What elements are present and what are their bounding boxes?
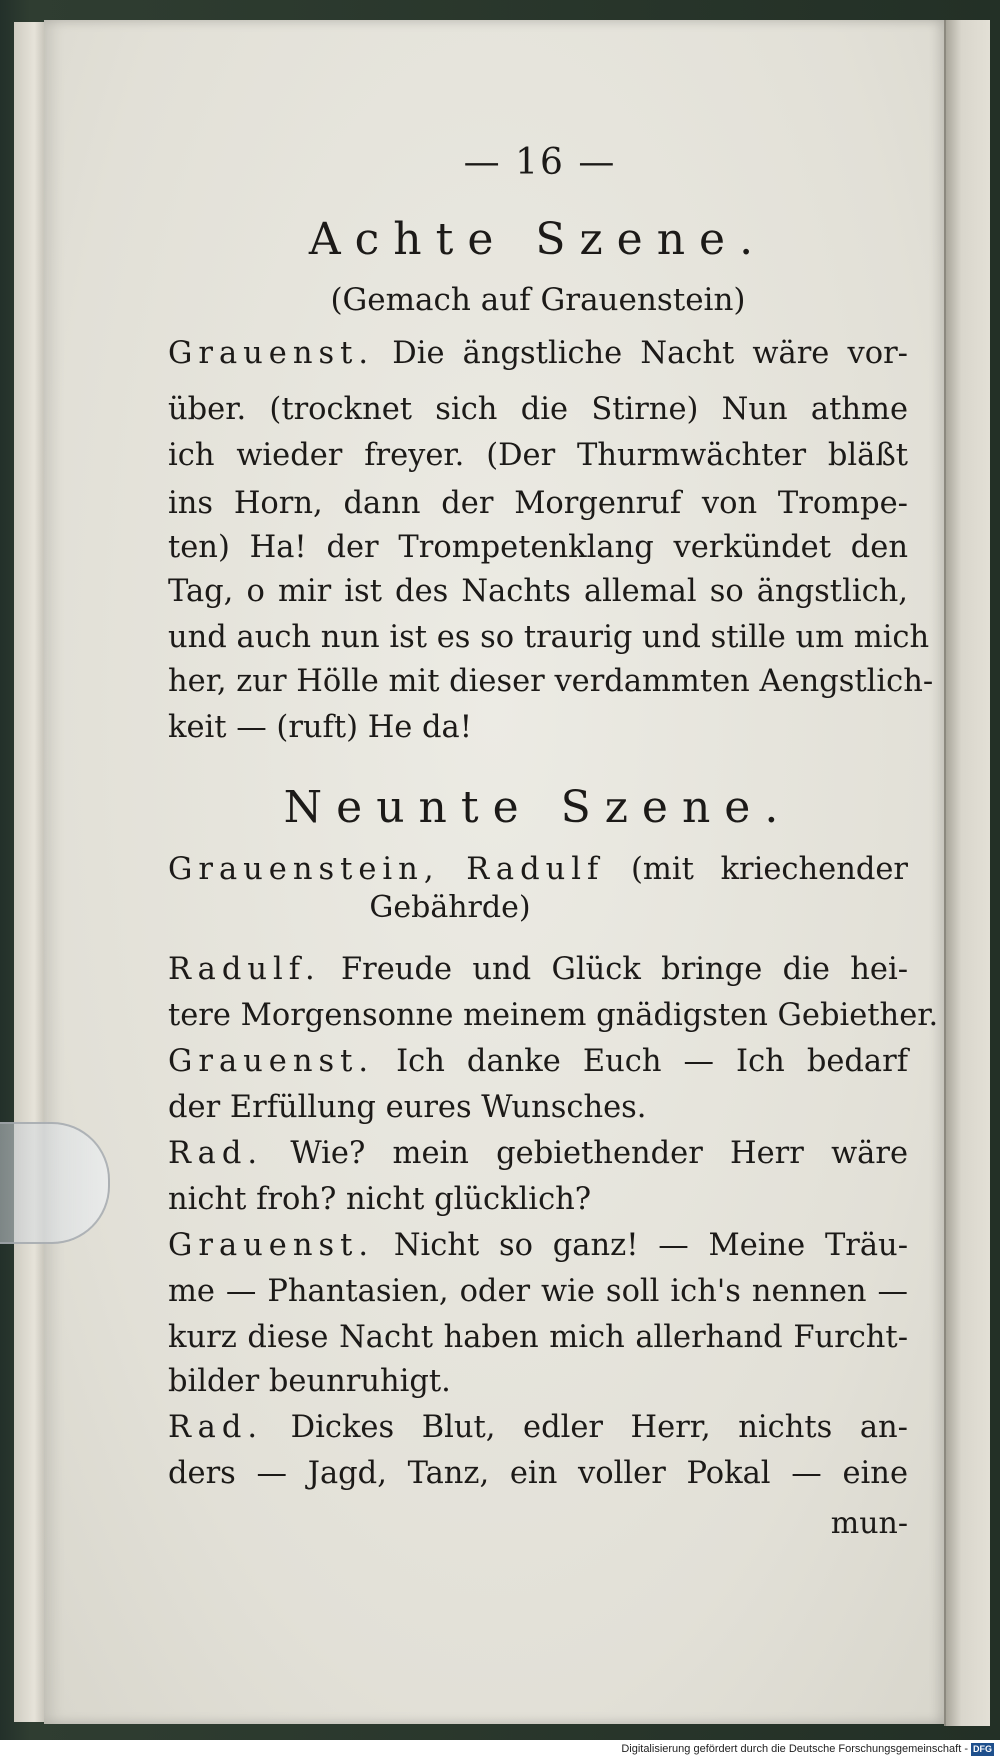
text-line: der Erfüllung eures Wunsches. (168, 1090, 647, 1125)
line-text: Nicht so ganz! — Meine Träu- (393, 1228, 909, 1263)
text-line (168, 1136, 908, 1171)
speaker-name: Radulf (466, 852, 605, 887)
speaker-name: Rad. (168, 1410, 264, 1445)
line-text: Wie? mein gebiethender Herr wäre (290, 1136, 908, 1171)
text-line: me — Phantasien, oder wie soll ich's nennen — (168, 1274, 908, 1309)
footer-credit: Digitalisierung gefördert durch die Deutsche Forschungsgemeinschaft - (621, 1743, 968, 1755)
scene-setting: (Gemach auf Grauenstein) (330, 282, 746, 318)
text-line (168, 336, 908, 371)
speaker-name: Grauenst. (168, 1228, 375, 1263)
catchword: mun- (830, 1506, 908, 1541)
page-clip (0, 1122, 110, 1244)
cast-line-continuation: Gebährde) (369, 890, 531, 925)
text-line: nicht froh? nicht glücklich? (168, 1182, 592, 1217)
text-line: keit — (ruft) He da! (168, 710, 473, 745)
speaker-name: Grauenst. (168, 1044, 375, 1079)
text-line: ich wieder freyer. (Der Thurmwächter bläßt (168, 438, 908, 473)
line-text: (mit kriechender (631, 852, 909, 887)
line-text: Die ängstliche Nacht wäre vor- (392, 336, 908, 371)
scene-heading-9: Neunte Szene. (283, 782, 793, 833)
line-text: Ich danke Euch — Ich bedarf (396, 1044, 908, 1079)
line-text: Freude und Glück bringe die hei- (341, 952, 908, 987)
page-right-edge (944, 20, 990, 1726)
text-line: und auch nun ist es so traurig und stille um mich (168, 620, 930, 655)
speaker-name: Grauenstein, (168, 852, 440, 887)
speaker-name: Radulf. (168, 952, 321, 987)
scene-heading-8: Achte Szene. (308, 214, 768, 265)
text-line: her, zur Hölle mit dieser verdammten Aengstlich- (168, 664, 934, 699)
text-line: bilder beunruhigt. (168, 1364, 451, 1399)
speaker-name: Rad. (168, 1136, 264, 1171)
text-line: ten) Ha! der Trompetenklang verkündet den (168, 530, 908, 565)
text-line (168, 1228, 908, 1263)
page-number: — 16 — (463, 142, 617, 183)
text-line: tere Morgensonne meinem gnädigsten Gebiether. (168, 998, 939, 1033)
text-line: Tag, o mir ist des Nachts allemal so ängstlich, (168, 574, 908, 609)
cast-line (168, 852, 908, 887)
text-line (168, 1410, 908, 1445)
dfg-logo: DFG (973, 1744, 992, 1754)
text-line: ins Horn, dann der Morgenruf von Trompe- (168, 486, 908, 521)
text-line (168, 952, 908, 987)
text-line: über. (trocknet sich die Stirne) Nun athme (168, 392, 908, 427)
text-line: ders — Jagd, Tanz, ein voller Pokal — eine (168, 1456, 908, 1491)
line-text: Dickes Blut, edler Herr, nichts an- (290, 1410, 908, 1445)
text-line: kurz diese Nacht haben mich allerhand Furcht- (168, 1320, 908, 1355)
text-line (168, 1044, 908, 1079)
speaker-name: Grauenst. (168, 336, 375, 371)
